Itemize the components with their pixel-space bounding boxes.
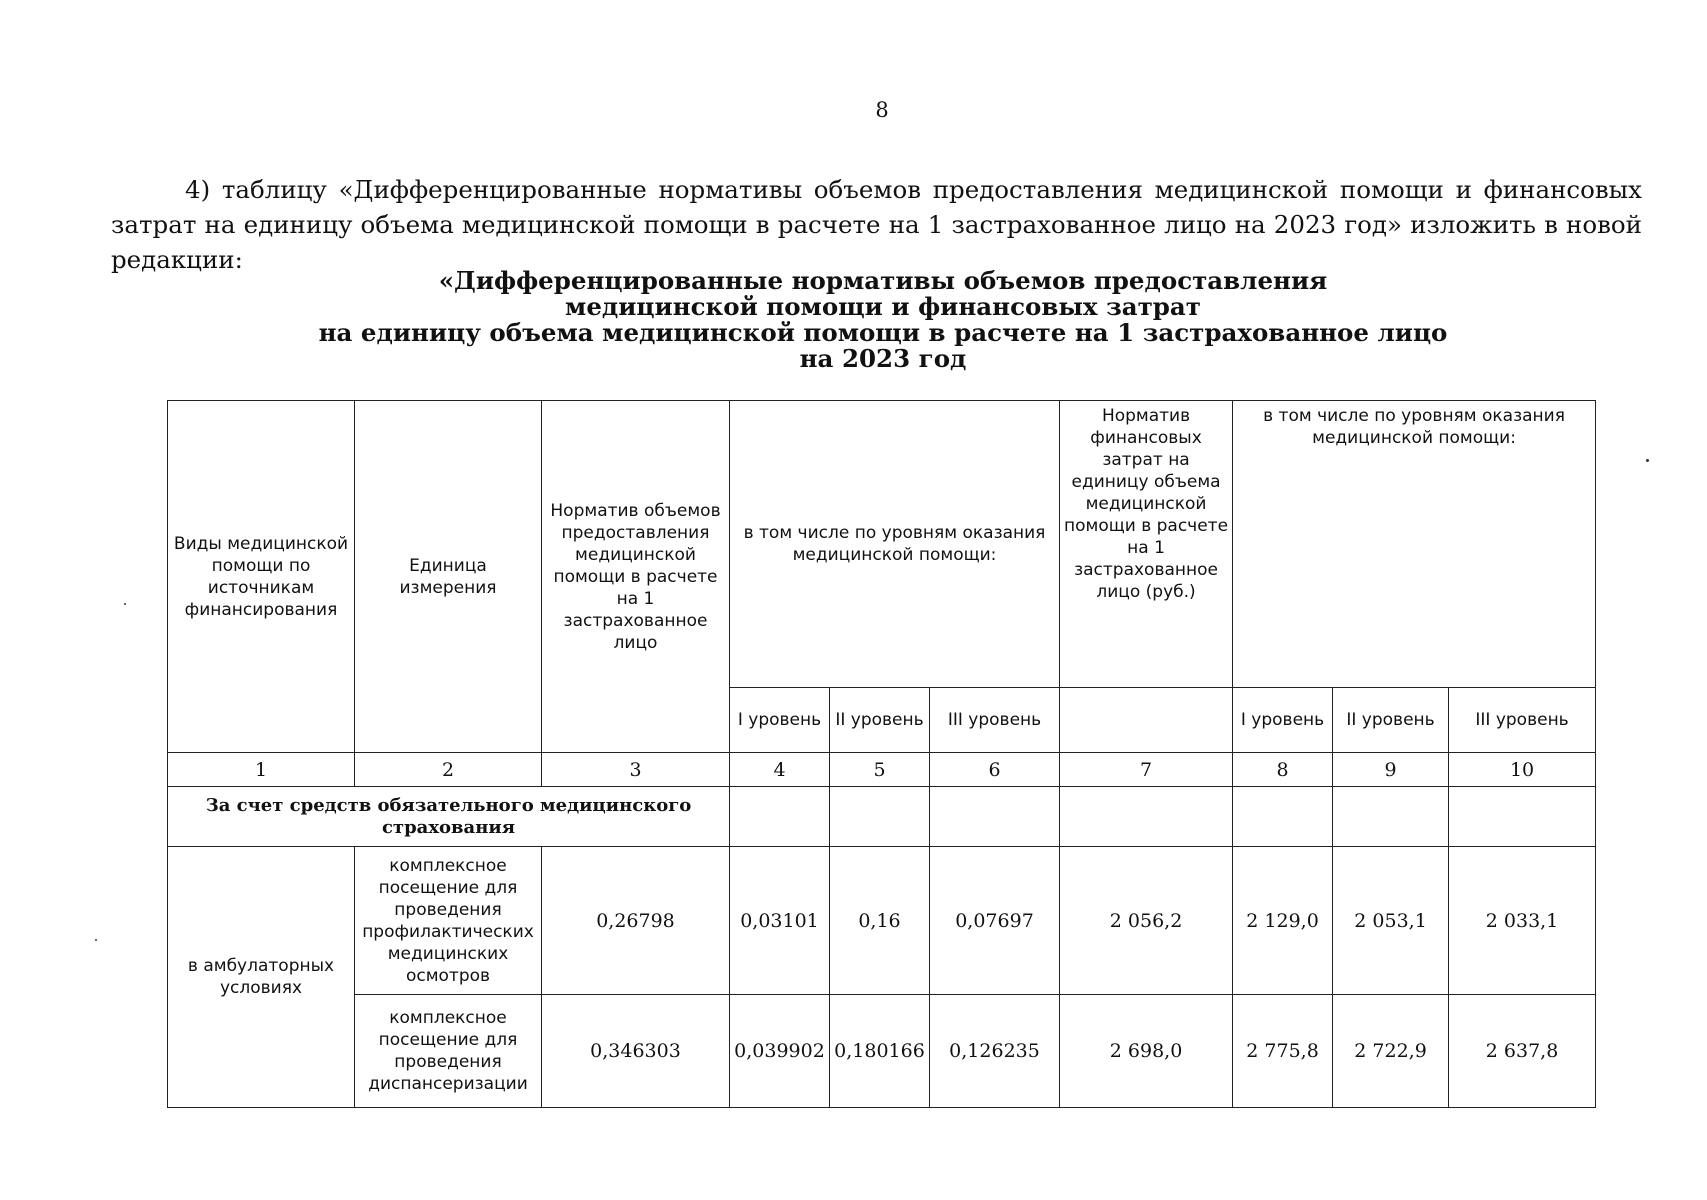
intro-paragraph: 4) таблицу «Дифференцированные нормативы объемов предоставления медицинской помощи и финансовых затрат на единицу объема медицинской помощи в расчете на 1 застрахованное лицо на 2023 год» изложить в новой редакции: — [111, 175, 1642, 274]
scan-speck — [1646, 459, 1649, 462]
value-cell: 0,039902 — [730, 995, 830, 1108]
column-number: 10 — [1449, 753, 1596, 787]
unit-cell: комплексное посещение для проведения профилактических медицинских осмотров — [355, 847, 542, 995]
header-type: Виды медицинской помощи по источникам финансирования — [168, 401, 355, 753]
header-level-3: III уровень — [930, 688, 1060, 753]
heading-line: медицинской помощи и финансовых затрат — [565, 292, 1201, 321]
header-level-1: I уровень — [730, 688, 830, 753]
heading-line: на единицу объема медицинской помощи в расчете на 1 застрахованное лицо — [318, 318, 1448, 347]
value-cell: 0,180166 — [830, 995, 930, 1108]
heading-line: на 2023 год — [799, 344, 967, 373]
header-level-2: II уровень — [830, 688, 930, 753]
empty-cell — [1060, 787, 1233, 847]
value-cell: 2 129,0 — [1233, 847, 1333, 995]
column-number: 6 — [930, 753, 1060, 787]
header-volume-norm: Норматив объемов предоставления медицинской помощи в расчете на 1 застрахованное лицо — [542, 401, 730, 753]
value-cell: 2 722,9 — [1333, 995, 1449, 1108]
header-blank — [1060, 688, 1233, 753]
empty-cell — [1233, 787, 1333, 847]
value-cell: 2 033,1 — [1449, 847, 1596, 995]
unit-cell: комплексное посещение для проведения диспансеризации — [355, 995, 542, 1108]
empty-cell — [1333, 787, 1449, 847]
value-cell: 0,07697 — [930, 847, 1060, 995]
empty-cell — [1449, 787, 1596, 847]
scan-speck — [95, 939, 97, 941]
value-cell: 2 698,0 — [1060, 995, 1233, 1108]
column-number: 7 — [1060, 753, 1233, 787]
header-level-3: III уровень — [1449, 688, 1596, 753]
value-cell: 0,346303 — [542, 995, 730, 1108]
section-title: За счет средств обязательного медицинского страхования — [168, 787, 730, 847]
column-number: 9 — [1333, 753, 1449, 787]
empty-cell — [730, 787, 830, 847]
empty-cell — [830, 787, 930, 847]
column-number: 8 — [1233, 753, 1333, 787]
column-number: 5 — [830, 753, 930, 787]
header-cost-norm: Норматив финансовых затрат на единицу объема медицинской помощи в расчете на 1 застрахованное лицо (руб.) — [1060, 401, 1233, 688]
table-heading — [176, 268, 1590, 372]
value-cell: 2 637,8 — [1449, 995, 1596, 1108]
column-number: 1 — [168, 753, 355, 787]
page-number: 8 — [875, 98, 889, 122]
value-cell: 2 053,1 — [1333, 847, 1449, 995]
table-row — [168, 847, 1596, 995]
column-number: 3 — [542, 753, 730, 787]
value-cell: 0,26798 — [542, 847, 730, 995]
value-cell: 0,16 — [830, 847, 930, 995]
column-number: 4 — [730, 753, 830, 787]
value-cell: 0,126235 — [930, 995, 1060, 1108]
value-cell: 0,03101 — [730, 847, 830, 995]
header-unit: Единица измерения — [355, 401, 542, 753]
header-volume-levels: в том числе по уровням оказания медицинской помощи: — [730, 401, 1060, 688]
header-level-2: II уровень — [1333, 688, 1449, 753]
column-number: 2 — [355, 753, 542, 787]
heading-line: «Дифференцированные нормативы объемов предоставления — [438, 266, 1328, 295]
value-cell: 2 775,8 — [1233, 995, 1333, 1108]
header-cost-levels: в том числе по уровням оказания медицинской помощи: — [1233, 401, 1596, 688]
value-cell: 2 056,2 — [1060, 847, 1233, 995]
normatives-table — [167, 400, 1596, 1108]
scan-speck — [124, 603, 126, 605]
table-row — [168, 995, 1596, 1108]
category-cell: в амбулаторных условиях — [168, 847, 355, 1108]
empty-cell — [930, 787, 1060, 847]
header-level-1: I уровень — [1233, 688, 1333, 753]
